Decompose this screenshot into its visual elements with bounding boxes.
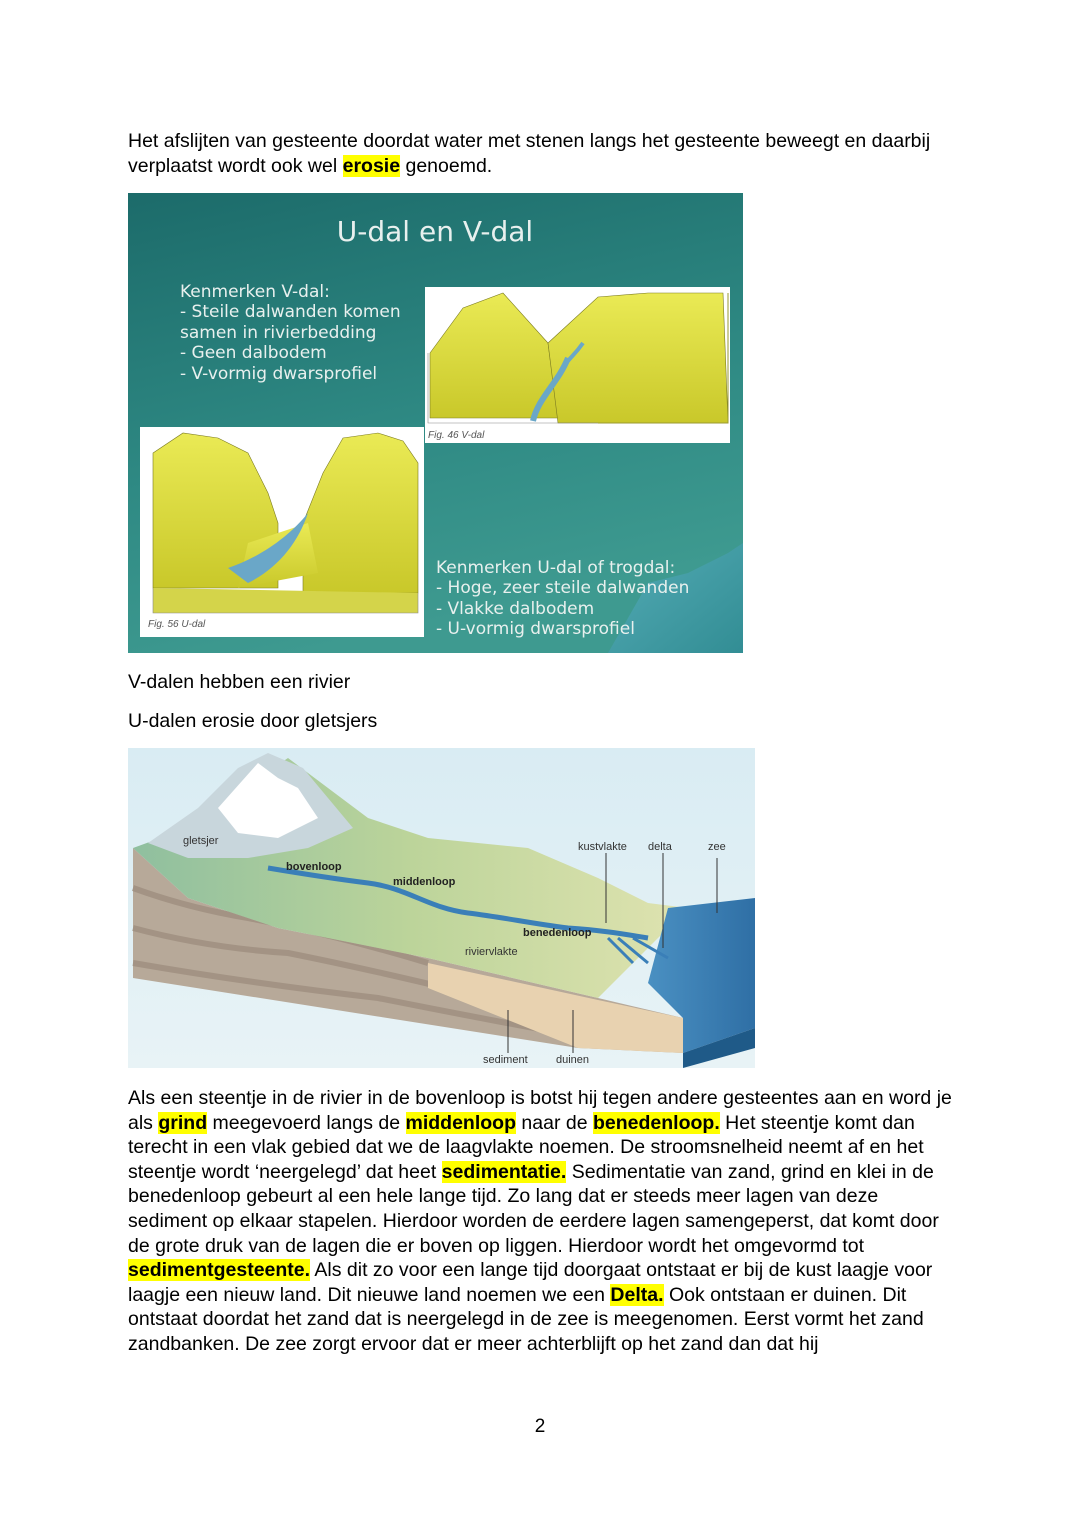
page-number: 2 xyxy=(534,1416,546,1437)
highlight-middenloop: middenloop xyxy=(405,1111,516,1134)
u-dal-fig-caption: Fig. 56 U-dal xyxy=(148,619,206,630)
u-dalen-line: U-dalen erosie door gletsjers xyxy=(128,710,378,732)
label-riviervlakte: riviervlakte xyxy=(465,946,518,958)
v-dal-illustration xyxy=(425,287,730,443)
highlight-benedenloop: benedenloop. xyxy=(592,1111,720,1134)
label-delta: delta xyxy=(648,841,672,853)
u-dal-item: - U-vormig dwarsprofiel xyxy=(436,619,635,639)
highlight-sedimentatie: sedimentatie. xyxy=(441,1160,567,1183)
intro-paragraph xyxy=(128,129,958,178)
highlight-sedimentgesteente: sedimentgesteente. xyxy=(128,1259,311,1282)
label-gletsjer: gletsjer xyxy=(183,835,219,847)
v-dal-heading: Kenmerken V-dal: xyxy=(180,282,330,302)
label-middenloop: middenloop xyxy=(393,876,456,888)
u-dal-item: - Vlakke dalbodem xyxy=(436,599,595,619)
label-zee: zee xyxy=(708,841,726,853)
highlight-delta: Delta. xyxy=(610,1283,664,1306)
body-paragraph: Als een steentje in de rivier in de bovenloop is botst hij tegen andere gesteentes aan en word je als grind meegevoerd langs de middenloop naar de benedenloop. Het steentje komt dan terecht in een vlak gebied dat we de laagvlakte noemen. De stroomsnelheid neemt af en het steentje wordt ‘neergelegd’ dat heet sedimentatie. Sedimentatie van zand, grind en klei in de benedenloop gebeurt al een hele lange tijd. Zo lang dat er steeds meer lagen van deze sediment op elkaar stapelen. Hierdoor worden de eerdere lagen samengeperst, dat komt door de grote druk van de lagen die er boven op liggen. Hierdoor wordt het omgevormd tot sedimentgesteente. Als dit zo voor een lange tijd doorgaat ontstaat er bij de kust laagje voor laagje een nieuw land. Dit nieuwe land noemen we een Delta. Ook ontstaan er duinen. Dit ontstaat doordat het zand dat is neergelegd in de zee is meegenomen. Eerst vormt het zand zandbanken. De zee zorgt ervoor dat er meer achterblijft op het zand dan dat hij xyxy=(128,1087,952,1355)
v-dal-item: - V-vormig dwarsprofiel xyxy=(180,364,378,384)
intro-text: Het afslijten van gesteente doordat water met stenen langs het gesteente beweegt en daarbij verplaatst wordt ook wel xyxy=(128,130,931,177)
u-dal-illustration xyxy=(140,427,424,637)
intro-text-end: genoemd. xyxy=(400,154,493,177)
label-bovenloop: bovenloop xyxy=(286,861,342,873)
slide-title: U-dal en V-dal xyxy=(336,215,534,248)
v-dal-item: samen in rivierbedding xyxy=(180,323,377,343)
v-dal-item: - Geen dalbodem xyxy=(180,343,327,363)
valley-slide-figure xyxy=(128,193,743,653)
highlight-erosie: erosie xyxy=(342,154,401,177)
label-duinen: duinen xyxy=(556,1054,590,1066)
label-kustvlakte: kustvlakte xyxy=(578,841,627,853)
u-dal-heading: Kenmerken U-dal of trogdal: xyxy=(436,558,676,578)
u-dal-item: - Hoge, zeer steile dalwanden xyxy=(436,578,690,598)
highlight-grind: grind xyxy=(158,1111,208,1134)
label-benedenloop: benedenloop xyxy=(523,927,592,939)
label-sediment: sediment xyxy=(483,1054,528,1066)
v-dal-fig-caption: Fig. 46 V-dal xyxy=(428,430,485,441)
v-dal-item: - Steile dalwanden komen xyxy=(180,302,401,322)
river-course-diagram xyxy=(128,748,755,1068)
v-dalen-line: V-dalen hebben een rivier xyxy=(128,671,351,693)
